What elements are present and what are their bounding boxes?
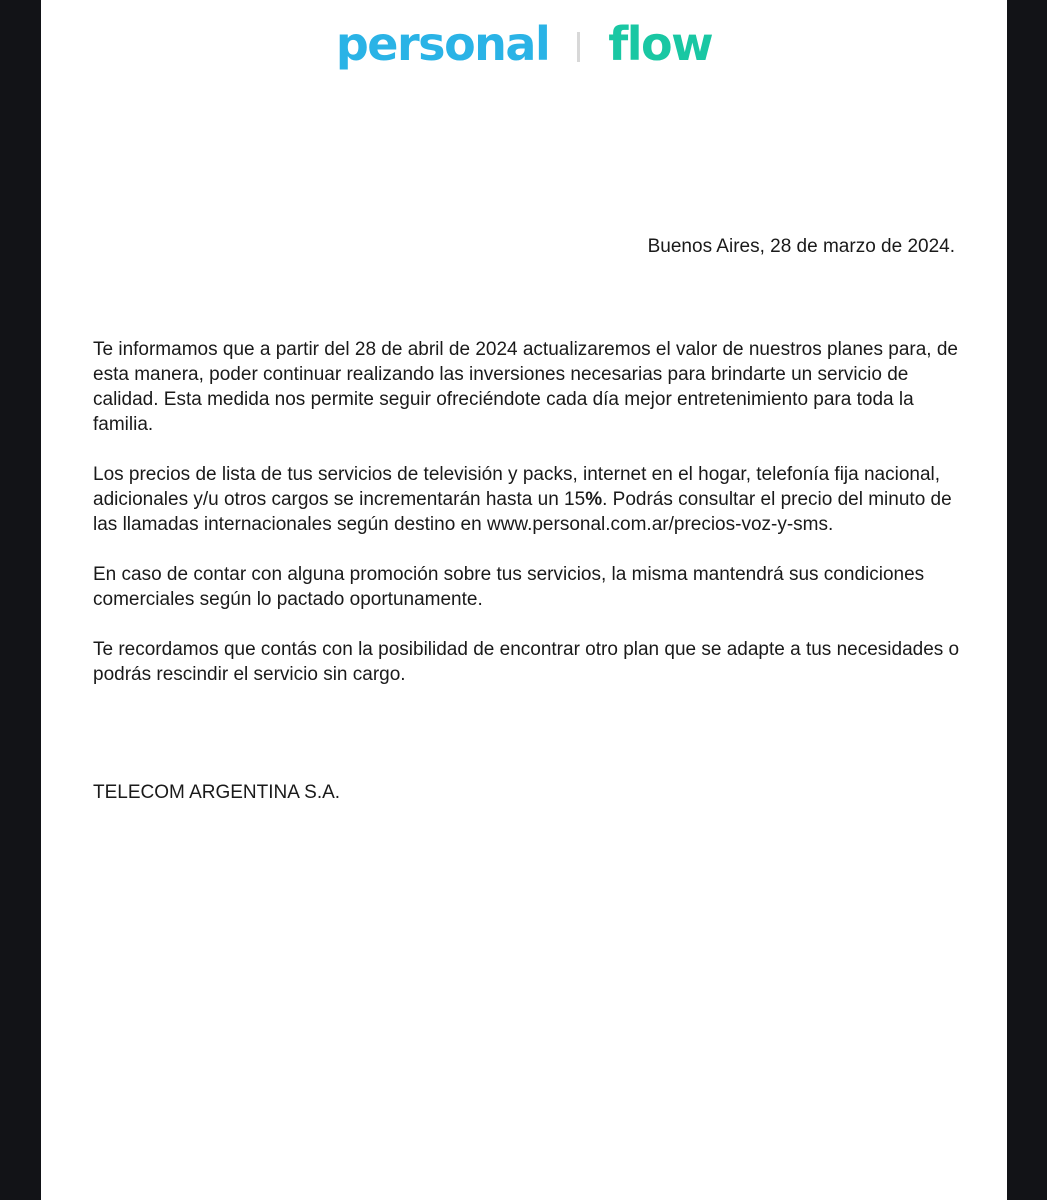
signature: TELECOM ARGENTINA S.A. — [93, 782, 341, 803]
brand-header — [41, 14, 1007, 74]
paragraph-promotions: En caso de contar con alguna promoción sobre tus servicios, la misma mantendrá sus condiciones comerciales según lo pactado oportunamente. — [93, 564, 925, 610]
paragraph-options: Te recordamos que contás con la posibilidad de encontrar otro plan que se adapte a tus necesidades o podrás rescindir el servicio sin cargo. — [93, 639, 960, 685]
paragraph-price-update: Te informamos que a partir del 28 de abril de 2024 actualizaremos el valor de nuestros planes para, de esta manera, poder continuar realizando las inversiones necesarias para brindarte un servicio de calidad. Esta medida nos permite seguir ofreciéndote cada día mejor entretenimiento para toda la familia. — [93, 339, 959, 435]
personal-logo: personal — [335, 17, 550, 71]
letter-body — [93, 337, 963, 712]
paragraph-price-increase-text: Los precios de lista de tus servicios de televisión y packs, internet en el hogar, telefonía fija nacional, adicionales y/u otros cargos se incrementarán hasta un 15 — [93, 464, 941, 510]
paragraph-price-increase — [93, 462, 963, 537]
logo-divider — [577, 32, 580, 62]
paragraph-price-increase-tail: . Podrás consultar el precio del minuto de las llamadas internacionales según destino en www.personal.com.ar/precios-voz-y-sms. — [93, 489, 952, 535]
flow-logo: flow — [608, 17, 713, 71]
letter-page — [41, 0, 1007, 1200]
letter-date: Buenos Aires, 28 de marzo de 2024. — [647, 236, 955, 257]
percent-sign: % — [585, 489, 603, 510]
